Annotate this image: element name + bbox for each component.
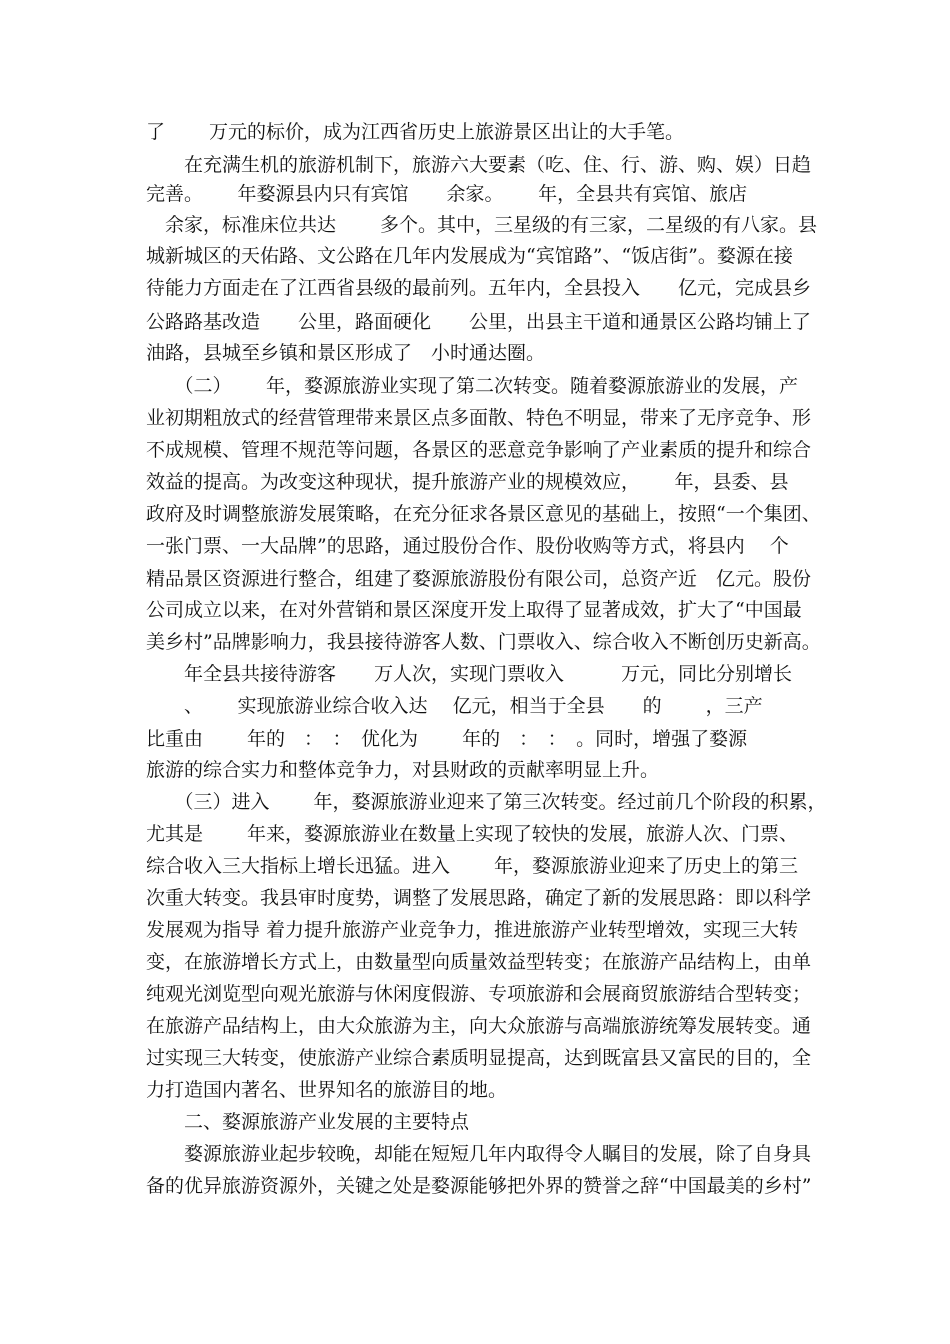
text-line: 精品景区资源进行整合，组建了婺源旅游股份有限公司，总资产近 亿元。股份 (146, 568, 812, 590)
text-line: 余家，标准床位共达 多个。其中，三星级的有三家，二星级的有八家。县 (146, 214, 818, 236)
text-line: 比重由 年的 ： ： 优化为 年的 ： ： 。同时，增强了婺源 (146, 728, 748, 750)
text-line: 效益的提高。为改变这种现状，提升旅游产业的规模效应， 年，县委、县 (146, 471, 789, 493)
text-line: （三）进入 年，婺源旅游业迎来了第三次转变。经过前几个阶段的积累， (146, 791, 827, 813)
text-line: 美乡村”品牌影响力，我县接待游客人数、门票收入、综合收入不断创历史新高。 (146, 631, 821, 653)
text-line: 公路路基改造 公里，路面硬化 公里，出县主干道和通景区公路均铺上了 (146, 311, 812, 333)
text-line: 不成规模、管理不规范等问题，各景区的恶意竞争影响了产业素质的提升和综合 (146, 439, 812, 461)
text-line: 力打造国内著名、世界知名的旅游目的地。 (146, 1079, 508, 1101)
text-line: 年全县共接待游客 万人次，实现门票收入 万元，同比分别增长 (146, 663, 793, 685)
text-line: 公司成立以来，在对外营销和景区深度开发上取得了显著成效，扩大了“中国最 (146, 599, 802, 621)
text-line: 纯观光浏览型向观光旅游与休闲度假游、专项旅游和会展商贸旅游结合型转变； (146, 983, 812, 1005)
text-line: 了 万元的标价，成为江西省历史上旅游景区出让的大手笔。 (146, 121, 685, 143)
text-line: 变，在旅游增长方式上，由数量型向质量效益型转变；在旅游产品结构上，由单 (146, 951, 812, 973)
text-line: 政府及时调整旅游发展策略，在充分征求各景区意见的基础上，按照“一个集团、 (146, 503, 821, 525)
text-line: 待能力方面走在了江西省县级的最前列。五年内，全县投入 亿元，完成县乡 (146, 277, 812, 299)
text-line: 过实现三大转变，使旅游产业综合素质明显提高，达到既富县又富民的目的，全 (146, 1047, 812, 1069)
text-line: 尤其是 年来，婺源旅游业在数量上实现了较快的发展，旅游人次、门票、 (146, 823, 799, 845)
text-line: 发展观为指导 着力提升旅游产业竞争力，推进旅游产业转型增效，实现三大转 (146, 919, 799, 941)
text-line: 在旅游产品结构上，由大众旅游为主，向大众旅游与高端旅游统筹发展转变。通 (146, 1015, 812, 1037)
text-line: （二） 年，婺源旅游业实现了第二次转变。随着婺源旅游业的发展，产 (146, 375, 799, 397)
text-line: 旅游的综合实力和整体竞争力，对县财政的贡献率明显上升。 (146, 759, 660, 781)
text-line: 完善。 年婺源县内只有宾馆 余家。 年，全县共有宾馆、旅店 (146, 183, 748, 205)
text-line: 次重大转变。我县审时度势，调整了发展思路，确定了新的发展思路：即以科学 (146, 887, 812, 909)
text-line: 一张门票、一大品牌”的思路，通过股份合作、股份收购等方式，将县内 个 (146, 535, 789, 557)
section-heading: 二、婺源旅游产业发展的主要特点 (146, 1111, 470, 1133)
text-line: 、 实现旅游业综合收入达 亿元，相当于全县 的 ，三产 (146, 695, 763, 717)
text-line: 城新城区的天佑路、文公路在几年内发展成为“宾馆路”、“饭店街”。婺源在接 (146, 245, 793, 267)
text-line: 综合收入三大指标上增长迅猛。进入 年，婺源旅游业迎来了历史上的第三 (146, 855, 799, 877)
text-line: 婺源旅游业起步较晚，却能在短短几年内取得令人瞩目的发展，除了自身具 (146, 1143, 812, 1165)
text-line: 油路，县城至乡镇和景区形成了 小时通达圈。 (146, 342, 546, 364)
text-line: 业初期粗放式的经营管理带来景区点多面散、特色不明显，带来了无序竞争、形 (146, 407, 812, 429)
text-line: 在充满生机的旅游机制下，旅游六大要素（吃、住、行、游、购、娱）日趋 (146, 154, 812, 176)
text-line: 备的优异旅游资源外，关键之处是婺源能够把外界的赞誉之辞“中国最美的乡村” (146, 1175, 812, 1197)
